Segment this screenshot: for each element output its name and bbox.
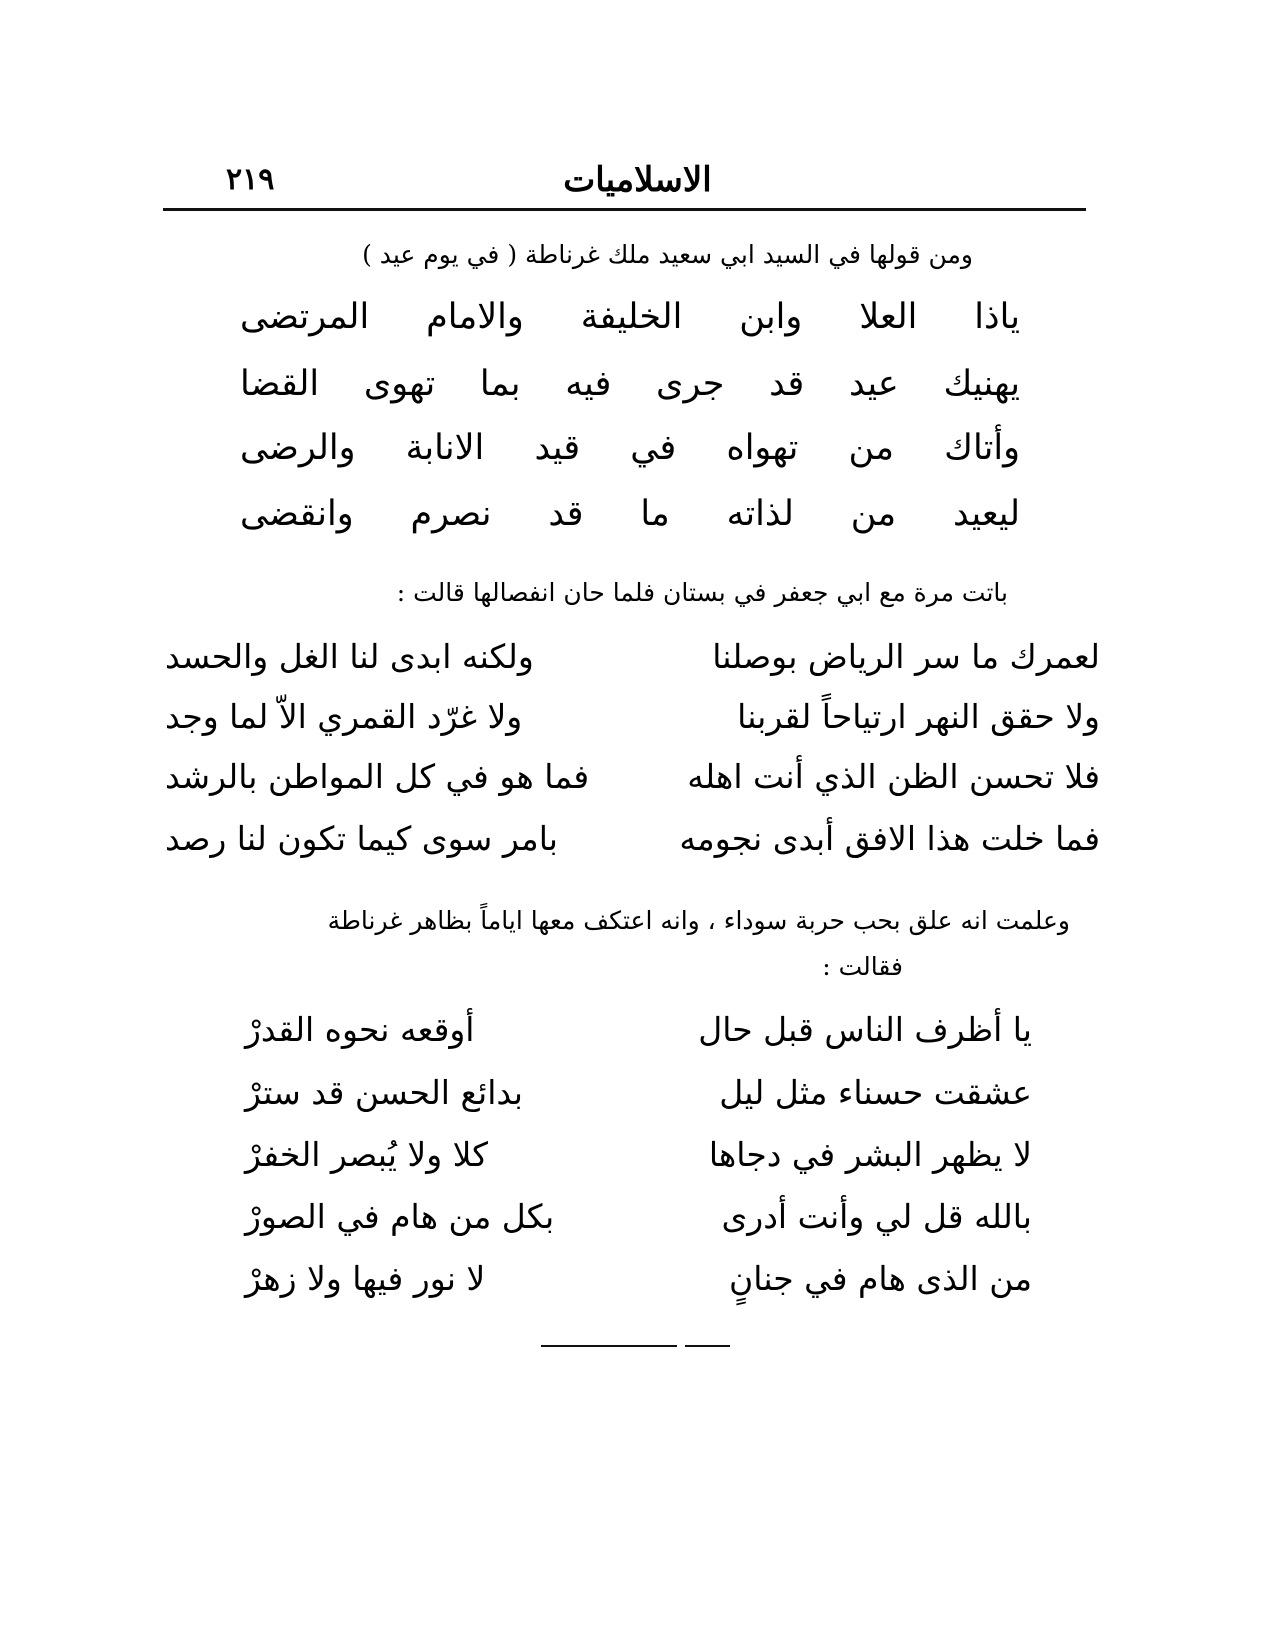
page-title: الاسلاميات <box>563 160 712 200</box>
hemistich-left: ولكنه ابدى لنا الغل والحسد <box>165 637 534 676</box>
hemistich-left: بكل من هام في الصورْ <box>245 1197 555 1236</box>
hemistich-right: فلا تحسن الظن الذي أنت اهله <box>687 757 1100 796</box>
hemistich-left: لا نور فيها ولا زهرْ <box>245 1259 486 1298</box>
end-divider <box>541 1345 677 1347</box>
verse-line: ليعيد من لذاته ما قد نصرم وانقضى <box>240 494 1020 534</box>
section2-intro: باتت مرة مع ابي جعفر في بستان فلما حان انفصالها قالت : <box>396 578 1008 607</box>
section3-intro: وعلمت انه علق بحب حربة سوداء ، وانه اعتكف معها اياماً بظاهر غرناطة <box>327 906 1070 935</box>
hemistich-right: فما خلت هذا الافق أبدى نجومه <box>679 819 1100 858</box>
verse-line: يهنيك عيد قد جرى فيه بما تهوى القضا <box>240 364 1020 404</box>
section3-intro-continuation: فقالت : <box>822 952 903 981</box>
page-number: ٢١٩ <box>226 162 275 197</box>
hemistich-right: يا أظرف الناس قبل حال <box>698 1010 1032 1049</box>
verse-line: ياذا العلا وابن الخليفة والامام المرتضى <box>240 297 1020 337</box>
hemistich-left: كلا ولا يُبصر الخفرْ <box>245 1135 489 1174</box>
header-divider <box>163 208 1086 211</box>
hemistich-left: أوقعه نحوه القدرْ <box>245 1010 475 1049</box>
hemistich-right: لعمرك ما سر الرياض بوصلنا <box>712 637 1100 676</box>
hemistich-left: ولا غرّد القمري الاّ لما وجد <box>165 697 523 736</box>
end-divider-short <box>685 1345 730 1347</box>
section1-intro: ومن قولها في السيد ابي سعيد ملك غرناطة ( في يوم عيد ) <box>362 240 973 269</box>
hemistich-right: من الذى هام في جنانٍ <box>729 1259 1032 1298</box>
hemistich-right: ولا حقق النهر ارتياحاً لقربنا <box>737 697 1100 736</box>
hemistich-right: بالله قل لي وأنت أدرى <box>721 1197 1032 1236</box>
verse-line: وأتاك من تهواه في قيد الانابة والرضى <box>240 428 1020 468</box>
hemistich-left: فما هو في كل المواطن بالرشد <box>165 757 590 796</box>
hemistich-right: لا يظهر البشر في دجاها <box>708 1135 1032 1174</box>
hemistich-left: بدائع الحسن قد سترْ <box>245 1073 523 1112</box>
hemistich-right: عشقت حسناء مثل ليل <box>719 1073 1032 1112</box>
hemistich-left: بامر سوى كيما تكون لنا رصد <box>165 819 558 858</box>
